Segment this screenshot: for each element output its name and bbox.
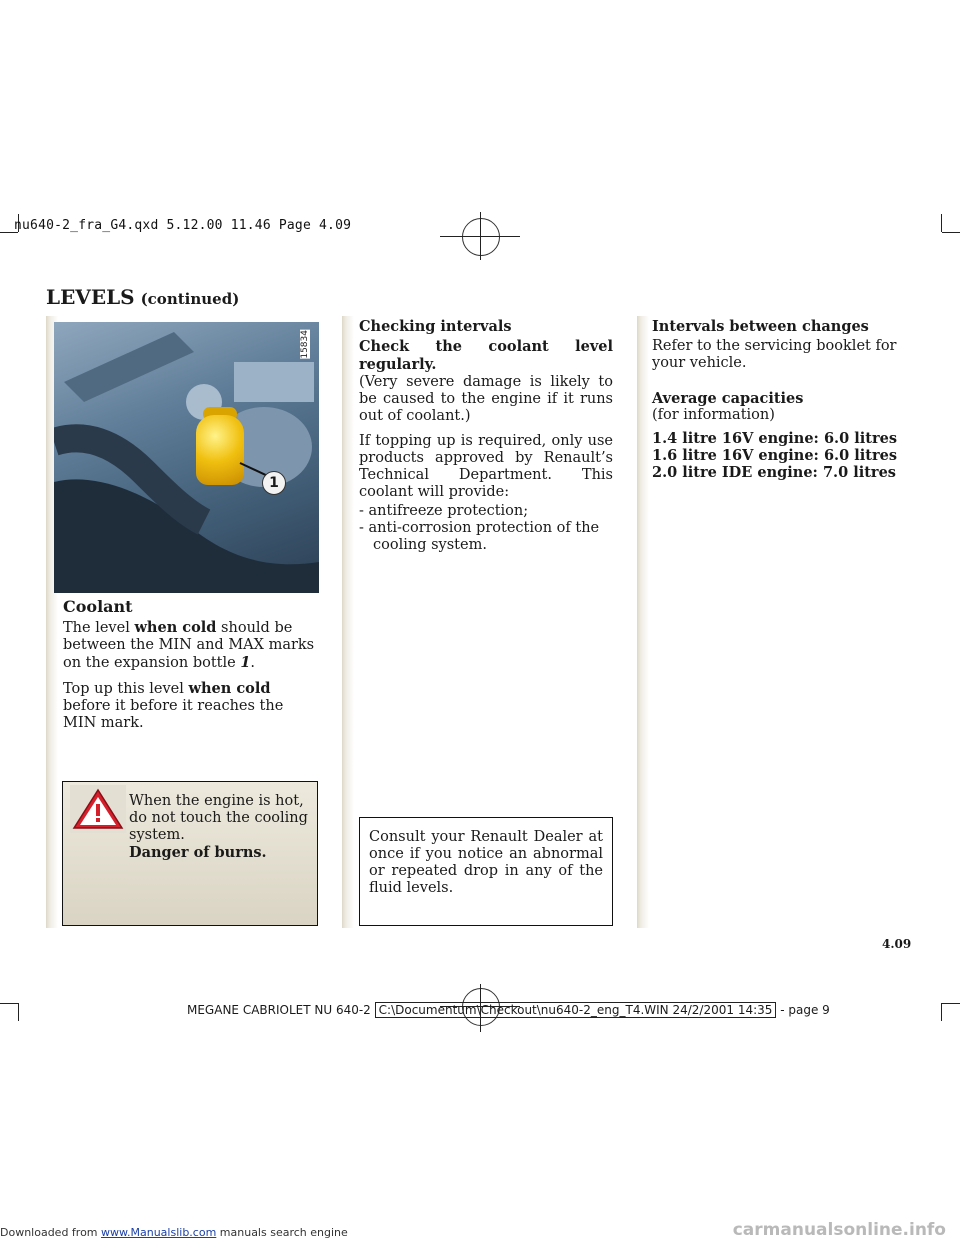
footer-right: - page 9 xyxy=(780,1003,830,1017)
text-run: should be between the MIN and MAX marks on the expansion bottle xyxy=(63,620,315,671)
warning-line-1: When the engine is hot, do not touch the cooling system. xyxy=(129,793,308,843)
download-notice xyxy=(0,1226,348,1239)
text-run: (Very severe damage is likely to be caused to the engine if it runs out of coolant.) xyxy=(359,374,613,424)
checking-heading: Checking intervals xyxy=(359,318,512,335)
engine-drawing xyxy=(54,322,319,593)
column-background-right xyxy=(637,316,649,928)
expansion-bottle xyxy=(196,415,244,485)
checking-section xyxy=(359,318,613,554)
manualslib-link[interactable]: www.Manualslib.com xyxy=(101,1226,217,1239)
text-run: before it before it reaches the MIN mark. xyxy=(63,698,284,731)
capacity-line: 1.6 litre 16V engine: 6.0 litres xyxy=(652,447,897,464)
text-run-bold: when cold xyxy=(188,680,271,697)
crop-mark xyxy=(942,1003,960,1004)
column-background-middle xyxy=(342,316,354,928)
checking-paragraph-2: If topping up is required, only use products approved by Renault’s Technical Department. This coolant will provide: xyxy=(359,433,613,500)
page-number: 4.09 xyxy=(882,937,912,951)
list-item: - antifreeze protection; xyxy=(359,503,529,519)
footer-left: MEGANE CABRIOLET NU 640-2 xyxy=(187,1003,371,1017)
capacity-line: 2.0 litre IDE engine: 7.0 litres xyxy=(652,464,896,481)
info-box-text: Consult your Renault Dealer at once if you notice an abnormal or repeated drop in any of the fluid levels. xyxy=(369,829,603,896)
print-footer xyxy=(187,1003,830,1017)
registration-mark xyxy=(462,218,500,256)
text-run: . xyxy=(250,655,256,671)
title-sub: (continued) xyxy=(140,290,240,308)
photo-code: 15834 xyxy=(300,330,310,359)
callout-number: 1 xyxy=(262,471,286,495)
intervals-text: Refer to the servicing booklet for your vehicle. xyxy=(652,338,897,371)
intervals-section xyxy=(652,318,908,481)
watermark: carmanualsonline.info xyxy=(732,1220,946,1240)
file-header: nu640-2_fra_G4.qxd 5.12.00 11.46 Page 4.09 xyxy=(14,218,352,233)
title-main: LEVELS xyxy=(46,285,135,309)
checking-paragraph-1 xyxy=(359,338,613,425)
text-run: Top up this level xyxy=(63,681,189,697)
capacities-heading: Average capacities xyxy=(652,390,804,407)
warning-triangle-icon xyxy=(70,785,126,833)
warning-text xyxy=(129,793,309,861)
crop-mark xyxy=(941,1003,942,1021)
crop-mark xyxy=(18,1003,19,1021)
download-prefix: Downloaded from xyxy=(0,1226,102,1239)
list-item: - anti-corrosion protection of the cooling system. xyxy=(359,520,600,553)
registration-cross-v xyxy=(480,212,481,260)
text-run: The level xyxy=(63,620,135,636)
page-title xyxy=(46,285,239,309)
intervals-heading: Intervals between changes xyxy=(652,318,869,335)
warning-line-2: Danger of burns. xyxy=(129,844,267,861)
engine-bay-photo xyxy=(54,322,319,593)
crop-mark xyxy=(0,1003,18,1004)
text-run-ref: 1 xyxy=(240,654,251,671)
coolant-section xyxy=(63,598,317,740)
coolant-paragraph-2 xyxy=(63,680,317,732)
capacities-note: (for information) xyxy=(652,407,775,423)
download-suffix: manuals search engine xyxy=(216,1226,348,1239)
crop-mark xyxy=(941,214,942,232)
crop-mark xyxy=(942,232,960,233)
coolant-paragraph-1 xyxy=(63,619,317,672)
footer-path: C:\Documentum\Checkout\nu640-2_eng_T4.WIN 24/2/2001 14:35 xyxy=(375,1002,777,1018)
capacity-line: 1.4 litre 16V engine: 6.0 litres xyxy=(652,430,897,447)
text-run-bold: Check the coolant level regularly. xyxy=(359,338,613,373)
coolant-heading: Coolant xyxy=(63,597,133,616)
text-run-bold: when cold xyxy=(134,619,217,636)
